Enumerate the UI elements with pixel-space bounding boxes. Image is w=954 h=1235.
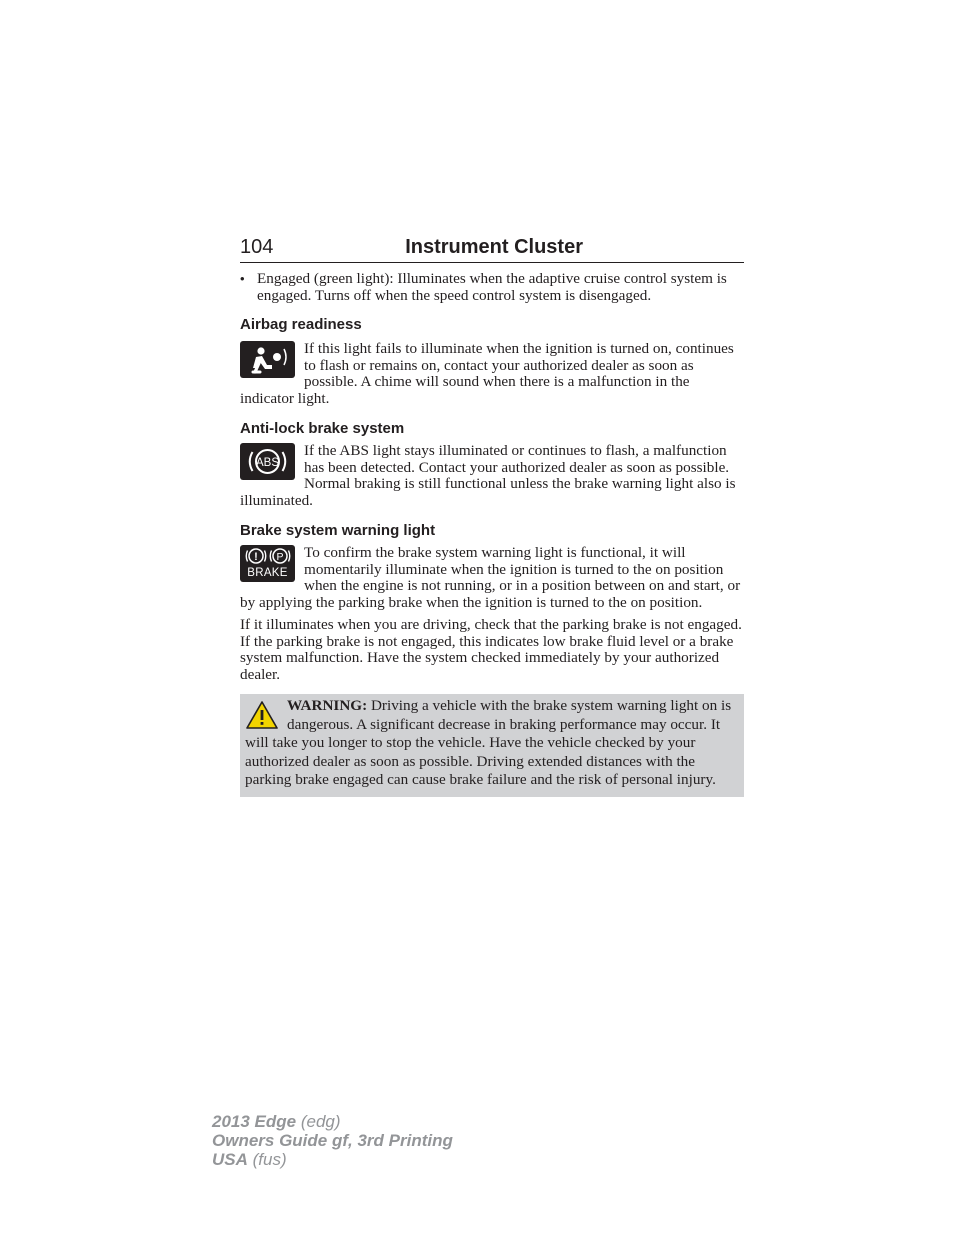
abs-icon-label: ABS <box>255 456 280 469</box>
airbag-heading: Airbag readiness <box>240 316 362 333</box>
footer-market-code: (fus) <box>247 1150 287 1169</box>
footer-market: USA <box>212 1150 248 1169</box>
abs-heading: Anti-lock brake system <box>240 420 405 437</box>
warning-triangle-icon <box>245 699 279 731</box>
brake-icon-p: P <box>276 551 284 563</box>
brake-icon-exclaim: ! <box>254 551 258 563</box>
abs-icon <box>240 443 295 480</box>
footer-line-2 <box>212 1131 453 1150</box>
footer-line-3 <box>212 1150 453 1169</box>
airbag-section <box>240 341 744 407</box>
page-content <box>240 228 744 797</box>
airbag-text: If this light fails to illuminate when the ignition is turned on, continues to flash or remains on, contact your authorized dealer as soon as possible. A chime will sound when there is a malfunction in the indicator light. <box>240 340 734 407</box>
brake-text-2: If it illuminates when you are driving, check that the parking brake is not engaged. If the parking brake is not engaged, this indicates low brake fluid level or a brake system malfunction. Have the system checked immediately by your authorized dealer. <box>240 616 742 683</box>
footer-model: 2013 Edge <box>212 1112 297 1131</box>
footer-model-code: (edg) <box>296 1112 341 1131</box>
section-title: Instrument Cluster <box>405 236 583 258</box>
bullet-symbol: • <box>240 271 245 286</box>
warning-text <box>245 697 738 790</box>
warning-body: Driving a vehicle with the brake system warning light on is dangerous. A significant decrease in braking performance may occur. It will take you longer to stop the vehicle. Have the vehicle checked by your authorized dealer as soon as possible. Driving extended distances with the parking brake engaged can cause brake failure and the risk of personal injury. <box>245 697 732 789</box>
warning-label: WARNING: <box>287 697 368 714</box>
bullet-text: Engaged (green light): Illuminates when the adaptive cruise control system is engaged. Turns off when the speed control system is disengaged. <box>257 270 727 304</box>
warning-box <box>240 694 744 797</box>
page-number: 104 <box>240 236 274 258</box>
page-header <box>240 228 744 263</box>
brake-text: To confirm the brake system warning light is functional, it will momentarily illuminate when the ignition is turned to the on position when the engine is not running, or in a position between on and start, or by applying the parking brake when the ignition is turned to the on position. <box>240 544 741 611</box>
brake-heading: Brake system warning light <box>240 522 436 539</box>
brake-warning-icon <box>240 545 295 582</box>
brake-icon-label: BRAKE <box>247 567 288 579</box>
footer-guide: Owners Guide gf, 3rd Printing <box>212 1131 453 1150</box>
page-footer <box>212 1112 453 1169</box>
footer-line-1 <box>212 1112 453 1131</box>
abs-text: If the ABS light stays illuminated or continues to flash, a malfunction has been detected. Contact your authorized dealer as soon as possible. Normal braking is still functional unless the brake warning light also is illuminated. <box>240 442 736 509</box>
brake-section <box>240 545 744 611</box>
bullet-item <box>240 271 744 304</box>
airbag-person-icon <box>240 341 295 378</box>
abs-section <box>240 443 744 509</box>
